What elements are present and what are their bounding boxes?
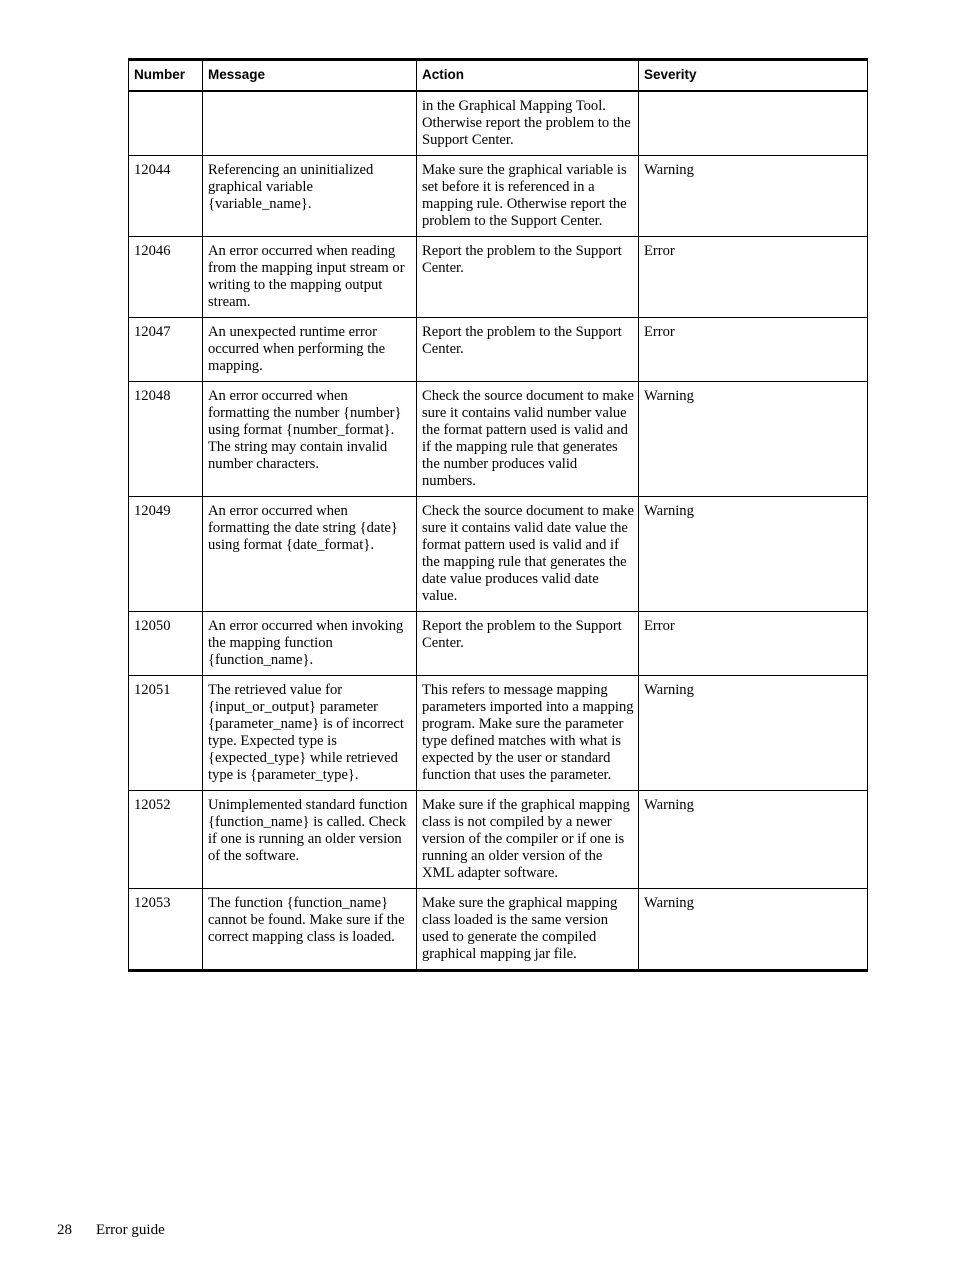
table-row — [129, 889, 868, 971]
cell-action: Make sure the graphical mapping class loaded is the same version used to generate the compiled graphical mapping jar file. — [417, 889, 639, 971]
table-row — [129, 791, 868, 889]
cell-severity — [639, 91, 868, 156]
cell-number: 12046 — [129, 237, 203, 318]
error-table — [128, 58, 868, 972]
table-row — [129, 318, 868, 382]
cell-action: This refers to message mapping parameters imported into a mapping program. Make sure the parameter type defined matches with what is expected by the user or standard function that uses the parameter. — [417, 676, 639, 791]
cell-severity: Warning — [639, 382, 868, 497]
table-row — [129, 497, 868, 612]
cell-message — [203, 91, 417, 156]
header-number: Number — [129, 60, 203, 92]
cell-number: 12050 — [129, 612, 203, 676]
cell-number — [129, 91, 203, 156]
header-action: Action — [417, 60, 639, 92]
header-message: Message — [203, 60, 417, 92]
cell-number: 12051 — [129, 676, 203, 791]
cell-number: 12053 — [129, 889, 203, 971]
cell-severity: Warning — [639, 156, 868, 237]
table-row — [129, 156, 868, 237]
table-row — [129, 676, 868, 791]
table-header-row — [129, 60, 868, 92]
cell-message: An error occurred when formatting the date string {date} using format {date_format}. — [203, 497, 417, 612]
cell-number: 12052 — [129, 791, 203, 889]
cell-message: Unimplemented standard function {function_name} is called. Check if one is running an older version of the software. — [203, 791, 417, 889]
cell-severity: Warning — [639, 497, 868, 612]
cell-severity: Warning — [639, 791, 868, 889]
cell-message: The function {function_name} cannot be found. Make sure if the correct mapping class is loaded. — [203, 889, 417, 971]
cell-message: Referencing an uninitialized graphical variable {variable_name}. — [203, 156, 417, 237]
cell-number: 12047 — [129, 318, 203, 382]
page-number: 28 — [57, 1222, 72, 1238]
table-row — [129, 382, 868, 497]
cell-action: Check the source document to make sure it contains valid number value the format pattern used is valid and if the mapping rule that generates the number produces valid numbers. — [417, 382, 639, 497]
error-table-container — [128, 58, 867, 972]
cell-number: 12048 — [129, 382, 203, 497]
table-row — [129, 91, 868, 156]
cell-severity: Error — [639, 237, 868, 318]
cell-severity: Error — [639, 612, 868, 676]
cell-number: 12049 — [129, 497, 203, 612]
cell-action: Make sure if the graphical mapping class is not compiled by a newer version of the compiler or if one is running an older version of the XML adapter software. — [417, 791, 639, 889]
page-footer — [57, 1222, 165, 1239]
cell-action: Report the problem to the Support Center. — [417, 237, 639, 318]
cell-action: Report the problem to the Support Center. — [417, 318, 639, 382]
cell-action: Make sure the graphical variable is set before it is referenced in a mapping rule. Otherwise report the problem to the Support Center. — [417, 156, 639, 237]
cell-message: An unexpected runtime error occurred when performing the mapping. — [203, 318, 417, 382]
cell-severity: Error — [639, 318, 868, 382]
cell-action: in the Graphical Mapping Tool. Otherwise report the problem to the Support Center. — [417, 91, 639, 156]
cell-message: The retrieved value for {input_or_output} parameter {parameter_name} is of incorrect type. Expected type is {expected_type} while retrieved type is {parameter_type}. — [203, 676, 417, 791]
cell-message: An error occurred when reading from the mapping input stream or writing to the mapping output stream. — [203, 237, 417, 318]
cell-number: 12044 — [129, 156, 203, 237]
table-row — [129, 237, 868, 318]
footer-section-title: Error guide — [96, 1222, 165, 1238]
cell-severity: Warning — [639, 676, 868, 791]
cell-message: An error occurred when formatting the number {number} using format {number_format}. The string may contain invalid number characters. — [203, 382, 417, 497]
cell-action: Check the source document to make sure it contains valid date value the format pattern used is valid and if the mapping rule that generates the date value produces valid date value. — [417, 497, 639, 612]
cell-message: An error occurred when invoking the mapping function {function_name}. — [203, 612, 417, 676]
table-row — [129, 612, 868, 676]
cell-action: Report the problem to the Support Center. — [417, 612, 639, 676]
header-severity: Severity — [639, 60, 868, 92]
cell-severity: Warning — [639, 889, 868, 971]
